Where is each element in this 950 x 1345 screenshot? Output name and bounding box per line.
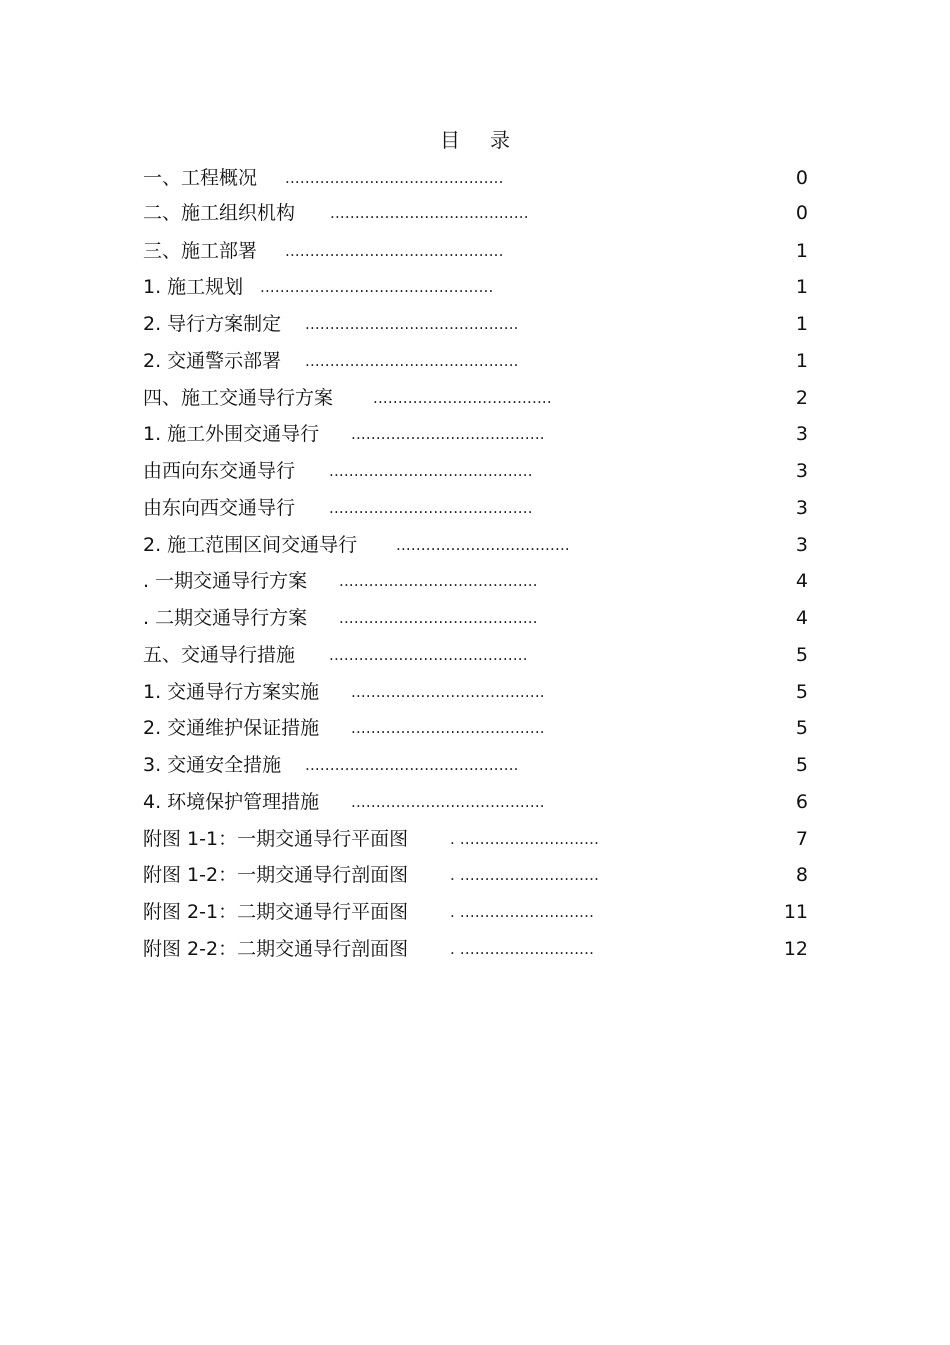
toc-entry-label: 附图 1-1：一期交通导行平面图 bbox=[143, 828, 409, 850]
toc-entry-leader: ........................................ bbox=[339, 609, 538, 627]
toc-entry-page-number: 5 bbox=[795, 644, 808, 666]
toc-entry-page-number: 5 bbox=[795, 754, 808, 776]
toc-entry-leader: . ........................... bbox=[450, 940, 595, 958]
toc-entry-leader: ....................................... bbox=[351, 425, 545, 443]
toc-entry-page-number: 1 bbox=[795, 350, 808, 372]
toc-entry-page-number: 3 bbox=[795, 497, 808, 519]
toc-entry-label: 二、施工组织机构 bbox=[143, 202, 296, 224]
toc-entry[interactable] bbox=[143, 605, 808, 631]
toc-entry-label: 4. 环境保护管理措施 bbox=[143, 791, 320, 813]
toc-entry-leader: ........................................... bbox=[305, 315, 519, 333]
toc-entry-page-number: 3 bbox=[795, 534, 808, 556]
toc-entry-leader: ......................................... bbox=[329, 462, 533, 480]
toc-entry[interactable] bbox=[143, 532, 808, 558]
toc-entry-leader: ........................................ bbox=[339, 572, 538, 590]
toc-entry-label: 一、工程概况 bbox=[143, 167, 258, 189]
toc-entry-leader: . ............................ bbox=[450, 830, 600, 848]
toc-entry-label: 1. 施工外围交通导行 bbox=[143, 423, 320, 445]
toc-entry-page-number: 1 bbox=[795, 240, 808, 262]
toc-entry-label: 由西向东交通导行 bbox=[143, 460, 296, 482]
toc-entry-label: 2. 导行方案制定 bbox=[143, 313, 282, 335]
toc-entry-leader: ............................................ bbox=[285, 169, 504, 187]
toc-entry-leader: ........................................... bbox=[305, 756, 519, 774]
toc-entry-label: 3. 交通安全措施 bbox=[143, 754, 282, 776]
toc-entry[interactable] bbox=[143, 311, 808, 337]
toc-entry-page-number: 1 bbox=[795, 276, 808, 298]
toc-entry-page-number: 7 bbox=[795, 828, 808, 850]
toc-entry[interactable] bbox=[143, 348, 808, 374]
toc-entry-page-number: 11 bbox=[783, 901, 808, 923]
toc-entry-label: 1. 交通导行方案实施 bbox=[143, 681, 320, 703]
toc-entry[interactable] bbox=[143, 385, 808, 411]
toc-entry[interactable] bbox=[143, 862, 808, 888]
toc-entry-leader: . ............................ bbox=[450, 866, 600, 884]
toc-entry-label: 2. 交通维护保证措施 bbox=[143, 717, 320, 739]
toc-entry-label: 由东向西交通导行 bbox=[143, 497, 296, 519]
toc-entry-label: 2. 施工范围区间交通导行 bbox=[143, 534, 358, 556]
toc-entry-label: 附图 1-2：一期交通导行剖面图 bbox=[143, 864, 409, 886]
toc-entry-label: 附图 2-1：二期交通导行平面图 bbox=[143, 901, 409, 923]
toc-entry-label: 1. 施工规划 bbox=[143, 276, 244, 298]
toc-entry-page-number: 1 bbox=[795, 313, 808, 335]
toc-entry-leader: ....................................... bbox=[351, 793, 545, 811]
toc-entry-page-number: 8 bbox=[795, 864, 808, 886]
toc-entry-label: . 二期交通导行方案 bbox=[143, 607, 308, 629]
toc-entry[interactable] bbox=[143, 899, 808, 925]
toc-entry[interactable] bbox=[143, 752, 808, 778]
toc-entry[interactable] bbox=[143, 642, 808, 668]
toc-entry-page-number: 4 bbox=[795, 570, 808, 592]
toc-entry-page-number: 0 bbox=[795, 167, 808, 189]
toc-entry[interactable] bbox=[143, 238, 808, 264]
toc-entry[interactable] bbox=[143, 200, 808, 226]
toc-entry-leader: . ........................... bbox=[450, 903, 595, 921]
toc-entry-leader: ....................................... bbox=[351, 719, 545, 737]
toc-entry[interactable] bbox=[143, 274, 808, 300]
toc-entry-label: 四、施工交通导行方案 bbox=[143, 387, 334, 409]
toc-title-char-2: 录 bbox=[490, 128, 510, 152]
toc-entry[interactable] bbox=[143, 789, 808, 815]
toc-entry-label: 五、交通导行措施 bbox=[143, 644, 296, 666]
toc-entry-leader: .................................... bbox=[373, 389, 552, 407]
toc-entry-label: 2. 交通警示部署 bbox=[143, 350, 282, 372]
toc-entry[interactable] bbox=[143, 421, 808, 447]
toc-entry[interactable] bbox=[143, 568, 808, 594]
toc-entry-page-number: 6 bbox=[795, 791, 808, 813]
toc-entry-leader: ........................................ bbox=[330, 204, 529, 222]
toc-entry[interactable] bbox=[143, 679, 808, 705]
toc-entry-page-number: 4 bbox=[795, 607, 808, 629]
toc-entry-label: . 一期交通导行方案 bbox=[143, 570, 308, 592]
toc-entry[interactable] bbox=[143, 458, 808, 484]
toc-entry[interactable] bbox=[143, 495, 808, 521]
toc-entry-leader: ........................................ bbox=[329, 646, 528, 664]
toc-entry-page-number: 2 bbox=[795, 387, 808, 409]
toc-entry-leader: ........................................... bbox=[305, 352, 519, 370]
toc-entry[interactable] bbox=[143, 165, 808, 191]
toc-entry-page-number: 0 bbox=[795, 202, 808, 224]
toc-entry-leader: ......................................... bbox=[329, 499, 533, 517]
toc-title-char-1: 目 bbox=[440, 128, 460, 152]
toc-entry[interactable] bbox=[143, 936, 808, 962]
toc-entry-leader: ................................... bbox=[396, 536, 570, 554]
toc-entry-label: 附图 2-2：二期交通导行剖面图 bbox=[143, 938, 409, 960]
toc-entry-page-number: 5 bbox=[795, 717, 808, 739]
toc-entry-leader: ............................................ bbox=[285, 242, 504, 260]
toc-entry[interactable] bbox=[143, 826, 808, 852]
toc-entry-page-number: 5 bbox=[795, 681, 808, 703]
toc-entry-label: 三、施工部署 bbox=[143, 240, 258, 262]
toc-title bbox=[0, 124, 950, 153]
toc-entry-page-number: 3 bbox=[795, 460, 808, 482]
toc-entry-page-number: 12 bbox=[783, 938, 808, 960]
toc-entry-page-number: 3 bbox=[795, 423, 808, 445]
toc-entry-leader: ....................................... bbox=[351, 683, 545, 701]
toc-entry-leader: ............................................... bbox=[260, 278, 494, 296]
toc-entry[interactable] bbox=[143, 715, 808, 741]
